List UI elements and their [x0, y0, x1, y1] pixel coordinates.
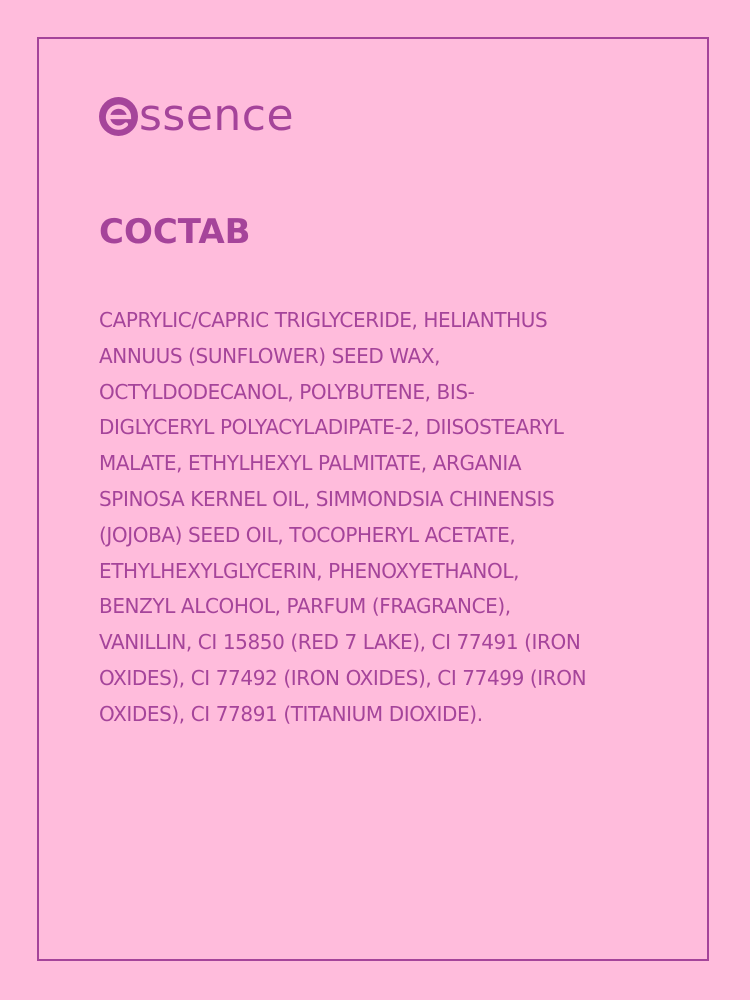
ingredients-line: ANNUUS (SUNFLOWER) SEED WAX, [99, 343, 441, 368]
ingredients-line: (JOJOBA) SEED OIL, TOCOPHERYL ACETATE, [99, 522, 516, 547]
ingredients-line: DIGLYCERYL POLYACYLADIPATE-2, DIISOSTEARYL [99, 415, 564, 440]
ingredients-line: VANILLIN, CI 15850 (RED 7 LAKE), CI 77491 (IRON [99, 630, 581, 655]
ingredients-line: BENZYL ALCOHOL, PARFUM (FRAGRANCE), [99, 594, 511, 619]
ingredients-line: SPINOSA KERNEL OIL, SIMMONDSIA CHINENSIS [99, 486, 555, 511]
logo-wordmark: ssence [139, 90, 295, 141]
ingredients-line: OXIDES), CI 77891 (TITANIUM DIOXIDE). [99, 701, 483, 726]
ingredients-line: OXIDES), CI 77492 (IRON OXIDES), CI 77499 (IRON [99, 665, 587, 690]
ingredients-line: MALATE, ETHYLHEXYL PALMITATE, ARGANIA [99, 451, 522, 476]
ingredients-line: ETHYLHEXYLGLYCERIN, PHENOXYETHANOL, [99, 558, 520, 583]
ingredients-list [99, 303, 669, 733]
product-name: COCTAB [99, 212, 251, 252]
logo-e-mark-icon [99, 97, 138, 136]
ingredients-line: CAPRYLIC/CAPRIC TRIGLYCERIDE, HELIANTHUS [99, 308, 548, 332]
ingredients-line: OCTYLDODECANOL, POLYBUTENE, BIS- [99, 379, 475, 404]
essence-logo [99, 92, 294, 140]
